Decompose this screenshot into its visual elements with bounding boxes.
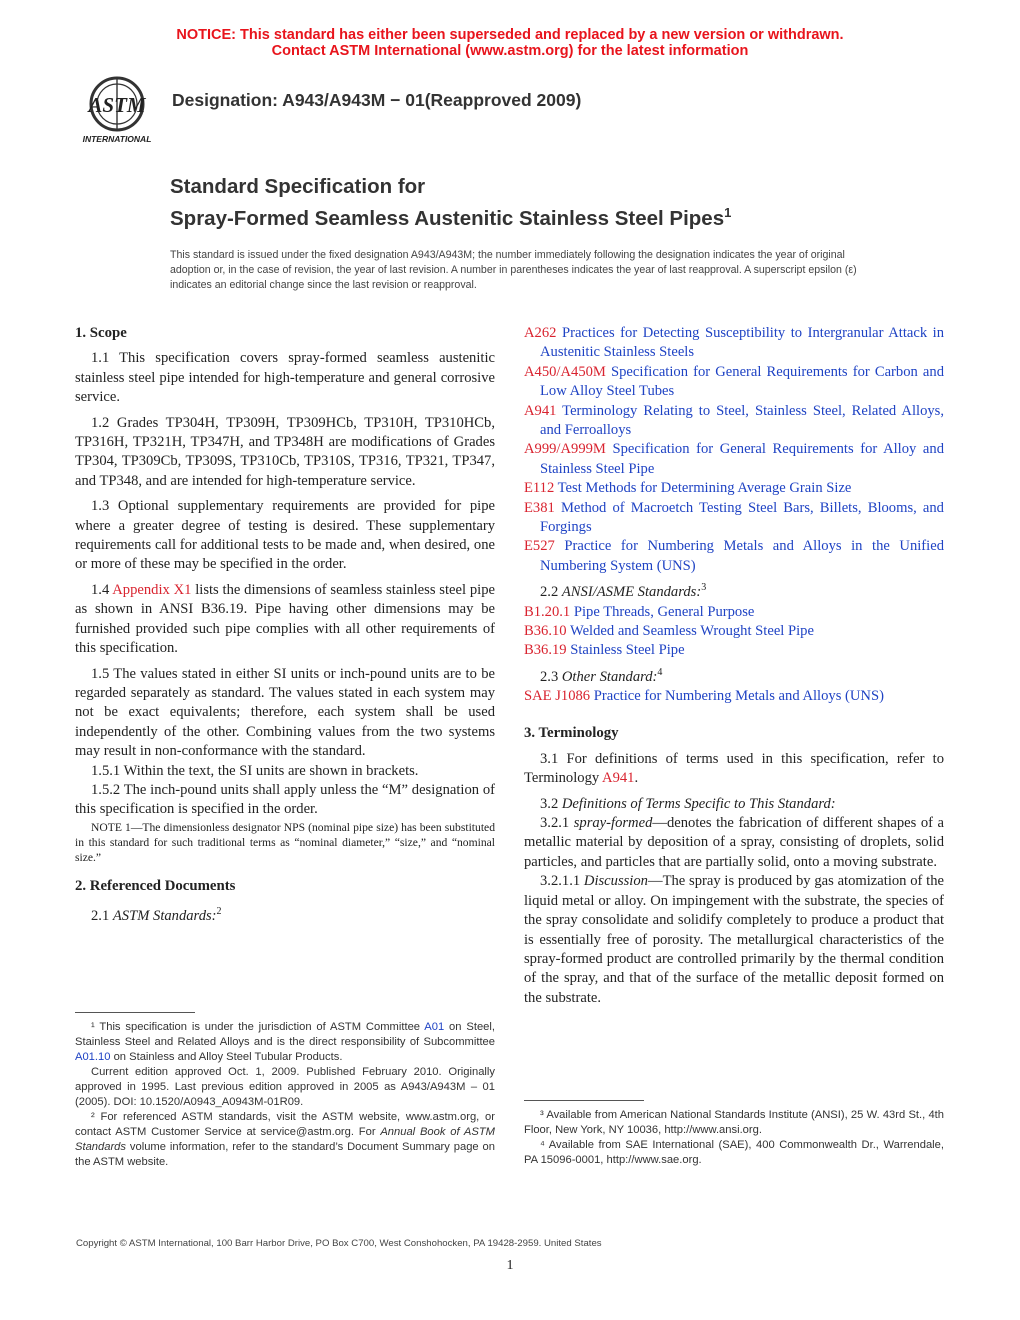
para-1-5-1: 1.5.1 Within the text, the SI units are shown in brackets. bbox=[91, 762, 419, 779]
astm-ref-code-link[interactable]: E527 bbox=[524, 538, 555, 555]
para-2-3-num: 2.3 bbox=[540, 668, 562, 685]
para-1-1: 1.1 This specification covers spray-formed seamless austenitic stainless steel pipe intended for high-temperature and general corrosive service. bbox=[75, 350, 495, 406]
para-2-1-sup: 2 bbox=[216, 906, 222, 918]
astm-ref-code-link[interactable]: E112 bbox=[524, 480, 555, 497]
para-3-1-end: . bbox=[634, 770, 639, 787]
astm-ref-item bbox=[524, 324, 944, 363]
ansi-ref-title-link[interactable]: Welded and Seamless Wrought Steel Pipe bbox=[569, 622, 814, 639]
other-ref-code-link[interactable]: SAE J1086 bbox=[524, 688, 591, 705]
left-column bbox=[75, 324, 495, 926]
astm-ref-item bbox=[524, 479, 944, 498]
footnote-1-edition: Current edition approved Oct. 1, 2009. Published February 2010. Originally approved in 1995. Last previous edition approved in 2005 as A943/A943M – 01 (2005). DOI: 10.1520/A0943_A0943M-01R09. bbox=[75, 1066, 495, 1108]
copyright: Copyright © ASTM International, 100 Barr Harbor Drive, PO Box C700, West Conshohocken, PA 19428-2959. United States bbox=[76, 1238, 602, 1249]
footnote-rule-right bbox=[524, 1100, 644, 1101]
ansi-ref-code-link[interactable]: B36.10 bbox=[524, 622, 567, 639]
astm-ref-item bbox=[524, 402, 944, 441]
footnotes-right bbox=[524, 1108, 944, 1168]
astm-ref-title-link[interactable]: Method of Macroetch Testing Steel Bars, Billets, Blooms, and Forgings bbox=[540, 499, 944, 536]
title-line-1: Standard Specification for bbox=[170, 175, 426, 198]
astm-ref-item bbox=[524, 499, 944, 538]
fn2-a: ² For referenced ASTM standards, visit the ASTM website, www.astm.org, or contact ASTM Customer Service at service@astm.org. For bbox=[75, 1111, 495, 1138]
committee-a01-link[interactable]: A01 bbox=[424, 1021, 445, 1033]
subcommittee-a01-10-link[interactable]: A01.10 bbox=[75, 1051, 111, 1063]
para-3-2-1-num: 3.2.1 bbox=[540, 815, 574, 832]
para-2-3-sup: 4 bbox=[657, 666, 663, 678]
term-discussion: Discussion bbox=[583, 873, 648, 890]
astm-ref-title-link[interactable]: Practices for Detecting Susceptibility to Intergranular Attack in Austenitic Stainless Steels bbox=[540, 325, 944, 361]
para-3-2-1-text: —denotes the fabrication of different shapes of a metallic material by deposition of a spray, consisting of droplets, solid particles, and particles that are partially solid, onto a moving substrate. bbox=[524, 815, 945, 870]
term-spray-formed: spray-formed bbox=[573, 815, 653, 832]
para-2-1-text: ASTM Standards: bbox=[112, 908, 217, 925]
astm-ref-item bbox=[524, 363, 944, 402]
para-2-2-num: 2.2 bbox=[540, 584, 562, 601]
para-3-2-1-1 bbox=[524, 872, 944, 1008]
title-text: Spray-Formed Seamless Austenitic Stainless Steel Pipes bbox=[170, 206, 725, 230]
para-1-2: 1.2 Grades TP304H, TP309H, TP309HCb, TP310H, TP310HCb, TP316H, TP321H, TP347H, and TP348H are modifications of Grades TP304, TP309Cb, TP309S, TP310Cb, TP310S, TP316, TP321, TP347, and TP348, and are intended for high-temperature service. bbox=[75, 414, 495, 489]
astm-ref-title-link[interactable]: Test Methods for Determining Average Grain Size bbox=[557, 480, 852, 497]
para-3-1-text: 3.1 For definitions of terms used in this specification, refer to Terminology bbox=[524, 750, 944, 787]
scope-heading: 1. Scope bbox=[75, 325, 127, 341]
terminology-heading: 3. Terminology bbox=[524, 725, 619, 742]
fn2-em: Annual Book of ASTM Standards bbox=[75, 1126, 495, 1153]
astm-ref-item bbox=[524, 440, 944, 479]
footnote-rule-left bbox=[75, 1012, 195, 1013]
ansi-ref-item bbox=[524, 603, 944, 622]
footnote-4: ⁴ Available from SAE International (SAE), 400 Commonwealth Dr., Warrendale, PA 15096-0001, http://www.sae.org. bbox=[524, 1139, 944, 1166]
para-2-2-sup: 3 bbox=[701, 582, 707, 594]
title-line-2 bbox=[170, 200, 870, 232]
footnote-3: ³ Available from American National Standards Institute (ANSI), 25 W. 43rd St., 4th Floor, New York, NY 10036, http://www.ansi.org. bbox=[524, 1109, 944, 1136]
para-1-4-text: lists the dimensions of seamless stainless steel pipe as shown in ANSI B36.19. Pipe having other dimensions may be furnished provided such pipe complies with all other requirements of this specification. bbox=[75, 581, 495, 657]
astm-ref-code-link[interactable]: A941 bbox=[524, 402, 557, 419]
para-1-4 bbox=[75, 581, 495, 659]
para-2-1 bbox=[75, 902, 495, 926]
para-3-2-num: 3.2 bbox=[540, 795, 562, 812]
astm-ref-title-link[interactable]: Practice for Numbering Metals and Alloys in the Unified Numbering System (UNS) bbox=[540, 538, 944, 574]
other-ref-item bbox=[524, 687, 944, 706]
astm-ref-code-link[interactable]: A450/A450M bbox=[524, 363, 606, 380]
para-1-4-num: 1.4 bbox=[91, 581, 113, 598]
fn1-c: on Stainless and Alloy Steel Tubular Products. bbox=[110, 1051, 343, 1063]
para-2-3 bbox=[524, 663, 944, 687]
other-ref-title-link[interactable]: Practice for Numbering Metals and Alloys (UNS) bbox=[593, 688, 884, 705]
fn2-b: volume information, refer to the standard’s Document Summary page on the ASTM website. bbox=[75, 1141, 495, 1168]
astm-ref-code-link[interactable]: A262 bbox=[524, 325, 557, 341]
fn1-a: ¹ This specification is under the jurisdiction of ASTM Committee bbox=[91, 1021, 425, 1033]
notice-line-2: Contact ASTM International (www.astm.org) for the latest information bbox=[271, 43, 749, 59]
para-1-3: 1.3 Optional supplementary requirements are provided for pipe where a greater degree of testing is desired. These supplementary requirements call for additional tests to be made and, when desired, one or more of these may be specified in the order. bbox=[75, 498, 495, 573]
astm-logo bbox=[72, 74, 162, 146]
logo-subtext: INTERNATIONAL bbox=[82, 134, 152, 144]
ansi-ref-item bbox=[524, 622, 944, 641]
note-1: NOTE 1—The dimensionless designator NPS (nominal pipe size) has been substituted in this standard for such traditional terms as “nominal diameter,” “size,” and “nominal size.” bbox=[75, 820, 495, 864]
ansi-ref-title-link[interactable]: Stainless Steel Pipe bbox=[570, 642, 685, 659]
para-2-2 bbox=[524, 578, 944, 602]
para-3-2-1-1-text: —The spray is produced by gas atomization of the liquid metal or alloy. On impingement with the substrate, the species of the spray consolidate and solidify completely to produce a product that is essentially free of porosity. The metallurgical characteristics of the spray-formed product are controlled primarily by the thermal condition of the spray, and that of the surface of the metallic deposit formed on the substrate. bbox=[524, 873, 944, 1006]
title-footnote-mark: 1 bbox=[724, 205, 732, 220]
astm-ref-item bbox=[524, 537, 944, 576]
footnote-1 bbox=[75, 1020, 495, 1065]
fn1-b: on Steel, Stainless Steel and Related Alloys and is the direct responsibility of Subcommittee bbox=[75, 1021, 495, 1048]
page-number: 1 bbox=[506, 1258, 514, 1273]
para-1-5-2: 1.5.2 The inch-pound units shall apply unless the “M” designation of this specification is specified in the order. bbox=[75, 781, 495, 818]
other-refs-list bbox=[524, 687, 944, 706]
para-3-2-1-1-num: 3.2.1.1 bbox=[540, 873, 584, 890]
para-1-5: 1.5 The values stated in either SI units or inch-pound units are to be regarded separately as standard. The values stated in each system may not be exact equivalents; therefore, each system shall be used independently of the other. Combining values from the two systems may result in non-conformance with the standard. bbox=[75, 665, 495, 760]
a941-term-link[interactable]: A941 bbox=[602, 770, 635, 787]
astm-refs-list bbox=[524, 324, 944, 576]
para-2-3-text: Other Standard: bbox=[561, 668, 658, 685]
ansi-ref-item bbox=[524, 641, 944, 660]
footnote-2 bbox=[75, 1110, 495, 1170]
astm-ref-title-link[interactable]: Terminology Relating to Steel, Stainless Steel, Related Alloys, and Ferroalloys bbox=[540, 402, 944, 439]
para-3-1 bbox=[524, 750, 944, 789]
footnotes-left bbox=[75, 1020, 495, 1170]
appendix-x1-link[interactable]: Appendix X1 bbox=[112, 581, 192, 598]
notice-line-1: NOTICE: This standard has either been superseded and replaced by a new version or withdrawn. bbox=[176, 27, 844, 43]
ansi-ref-title-link[interactable]: Pipe Threads, General Purpose bbox=[573, 603, 755, 620]
para-3-2-text: Definitions of Terms Specific to This Standard: bbox=[561, 795, 836, 812]
para-3-2 bbox=[524, 795, 944, 814]
issued-note: This standard is issued under the fixed designation A943/A943M; the number immediately following the designation indicates the year of original adoption or, in the case of revision, the year of last revision. A number in parentheses indicates the year of last reapproval. A superscript epsilon (ε) indicates an editorial change since the last revision or reapproval. bbox=[170, 249, 857, 291]
refdocs-heading: 2. Referenced Documents bbox=[75, 877, 236, 894]
logo-text: ASTM bbox=[88, 93, 146, 117]
astm-ref-title-link[interactable]: Specification for General Requirements for Carbon and Low Alloy Steel Tubes bbox=[540, 363, 944, 400]
astm-ref-title-link[interactable]: Specification for General Requirements for Alloy and Stainless Steel Pipe bbox=[540, 441, 944, 477]
astm-ref-code-link[interactable]: A999/A999M bbox=[524, 441, 606, 458]
para-3-2-1 bbox=[524, 814, 944, 872]
ansi-ref-code-link[interactable]: B36.19 bbox=[524, 642, 567, 659]
para-2-1-num: 2.1 bbox=[91, 908, 113, 925]
astm-ref-code-link[interactable]: E381 bbox=[524, 499, 555, 516]
designation: Designation: A943/A943M − 01(Reapproved 2009) bbox=[172, 90, 582, 110]
para-2-2-text: ANSI/ASME Standards: bbox=[561, 584, 702, 601]
right-column bbox=[524, 324, 944, 1008]
ansi-refs-list bbox=[524, 603, 944, 661]
ansi-ref-code-link[interactable]: B1.20.1 bbox=[524, 603, 571, 620]
